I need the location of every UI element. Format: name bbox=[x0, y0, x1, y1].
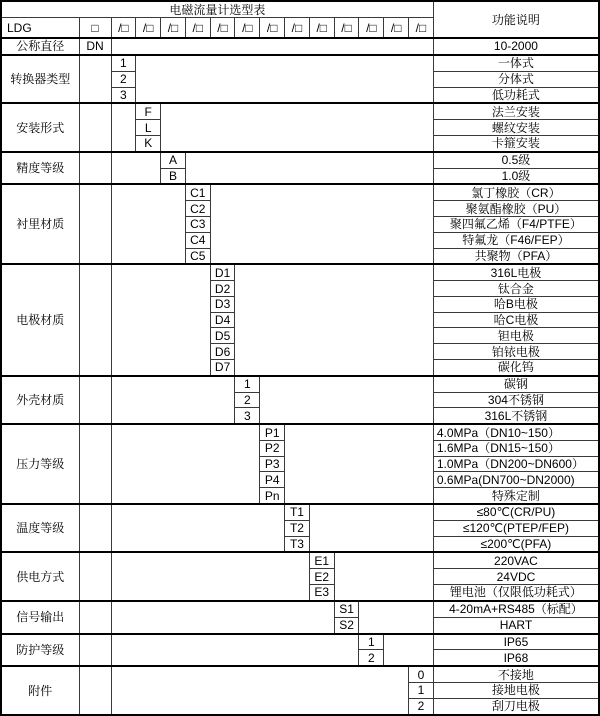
option-desc: IP68 bbox=[433, 650, 599, 666]
table-row bbox=[1, 376, 599, 392]
group-left-span bbox=[111, 552, 309, 600]
group-label: 压力等级 bbox=[1, 424, 79, 504]
option-desc: 法兰安装 bbox=[433, 103, 599, 119]
group-right-span bbox=[285, 424, 434, 504]
option-desc: 哈B电极 bbox=[433, 296, 599, 312]
option-desc: 接地电极 bbox=[433, 683, 599, 699]
group-left-span bbox=[111, 666, 409, 715]
option-code: D3 bbox=[210, 296, 235, 312]
option-desc: ≤200℃(PFA) bbox=[433, 536, 599, 552]
option-desc: 聚氨酯橡胶（PU） bbox=[433, 201, 599, 217]
group-left-span bbox=[111, 152, 161, 185]
option-desc: 分体式 bbox=[433, 71, 599, 87]
option-desc: 4-20mA+RS485（标配） bbox=[433, 601, 599, 617]
option-desc: 0.6MPa(DN700~DN2000) bbox=[433, 472, 599, 488]
option-code: K bbox=[136, 135, 161, 151]
group-left-span bbox=[111, 424, 260, 504]
option-desc: 特殊定制 bbox=[433, 488, 599, 504]
option-code: C5 bbox=[185, 248, 210, 264]
model-prefix: LDG bbox=[1, 18, 79, 39]
option-desc: 316L不锈钢 bbox=[433, 408, 599, 424]
group-dn-span bbox=[79, 376, 111, 424]
dn-empty-span bbox=[111, 38, 433, 55]
model-slot-box: /□ bbox=[285, 18, 310, 39]
option-desc: 铂铱电极 bbox=[433, 344, 599, 360]
option-code: T3 bbox=[285, 536, 310, 552]
option-desc: 304不锈钢 bbox=[433, 392, 599, 408]
option-desc: 一体式 bbox=[433, 55, 599, 71]
group-left-span bbox=[111, 103, 136, 151]
option-desc: 0.5级 bbox=[433, 152, 599, 168]
dn-row bbox=[1, 38, 599, 55]
option-code: E2 bbox=[309, 569, 334, 585]
group-right-span bbox=[384, 634, 434, 667]
option-desc: 氯丁橡胶（CR） bbox=[433, 184, 599, 200]
group-right-span bbox=[309, 504, 433, 552]
group-right-span bbox=[334, 552, 433, 600]
option-desc: 220VAC bbox=[433, 552, 599, 568]
option-desc: HART bbox=[433, 617, 599, 633]
option-code: C3 bbox=[185, 217, 210, 233]
option-desc: 锂电池（仅限低功耗式） bbox=[433, 585, 599, 601]
group-label: 外壳材质 bbox=[1, 376, 79, 424]
model-slot-box: /□ bbox=[359, 18, 384, 39]
option-desc: IP65 bbox=[433, 634, 599, 650]
group-label: 精度等级 bbox=[1, 152, 79, 185]
option-desc: 碳钢 bbox=[433, 376, 599, 392]
option-code: 1 bbox=[409, 683, 434, 699]
table-row bbox=[1, 666, 599, 682]
table-row bbox=[1, 504, 599, 520]
group-label: 温度等级 bbox=[1, 504, 79, 552]
option-desc: 316L电极 bbox=[433, 264, 599, 280]
option-code: C2 bbox=[185, 201, 210, 217]
option-desc: 1.6MPa（DN15~150） bbox=[433, 441, 599, 457]
option-code: 2 bbox=[359, 650, 384, 666]
option-desc: ≤80℃(CR/PU) bbox=[433, 504, 599, 520]
option-code: D4 bbox=[210, 312, 235, 328]
table-row bbox=[1, 601, 599, 617]
option-desc: 不接地 bbox=[433, 666, 599, 682]
model-slot-box: /□ bbox=[185, 18, 210, 39]
option-code: 2 bbox=[111, 71, 136, 87]
group-label: 信号输出 bbox=[1, 601, 79, 634]
dn-value: 10-2000 bbox=[433, 38, 599, 55]
table-body bbox=[1, 1, 599, 715]
group-label: 转换器类型 bbox=[1, 55, 79, 103]
option-desc: 钛合金 bbox=[433, 281, 599, 297]
model-slot-box: /□ bbox=[111, 18, 136, 39]
model-slot-box: /□ bbox=[260, 18, 285, 39]
model-slot-box: /□ bbox=[334, 18, 359, 39]
option-code: S1 bbox=[334, 601, 359, 617]
option-code: D5 bbox=[210, 328, 235, 344]
option-desc: ≤120℃(PTEP/FEP) bbox=[433, 520, 599, 536]
option-code: P2 bbox=[260, 441, 285, 457]
option-code: 0 bbox=[409, 666, 434, 682]
table-row bbox=[1, 424, 599, 440]
option-desc: 1.0MPa（DN200~DN600） bbox=[433, 456, 599, 472]
group-dn-span bbox=[79, 666, 111, 715]
option-code: Pn bbox=[260, 488, 285, 504]
group-left-span bbox=[111, 376, 235, 424]
group-right-span bbox=[260, 376, 434, 424]
group-label: 电极材质 bbox=[1, 264, 79, 375]
option-code: E1 bbox=[309, 552, 334, 568]
option-code: 2 bbox=[235, 392, 260, 408]
option-code: A bbox=[161, 152, 186, 168]
group-label: 供电方式 bbox=[1, 552, 79, 600]
table-row bbox=[1, 184, 599, 200]
option-code: E3 bbox=[309, 585, 334, 601]
group-dn-span bbox=[79, 103, 111, 151]
group-right-span bbox=[161, 103, 434, 151]
option-code: P3 bbox=[260, 456, 285, 472]
option-desc: 刮刀电极 bbox=[433, 698, 599, 715]
option-desc: 聚四氟乙烯（F4/PTFE） bbox=[433, 217, 599, 233]
option-desc: 共聚物（PFA） bbox=[433, 248, 599, 264]
dn-code: DN bbox=[79, 38, 111, 55]
option-code: T1 bbox=[285, 504, 310, 520]
group-label: 衬里材质 bbox=[1, 184, 79, 264]
table-row bbox=[1, 55, 599, 71]
option-code: T2 bbox=[285, 520, 310, 536]
function-column-header: 功能说明 bbox=[433, 1, 599, 38]
group-dn-span bbox=[79, 55, 111, 103]
model-slot-box: /□ bbox=[409, 18, 434, 39]
option-desc: 特氟龙（F46/FEP） bbox=[433, 232, 599, 248]
group-right-span bbox=[136, 55, 434, 103]
group-left-span bbox=[111, 504, 285, 552]
option-code: D2 bbox=[210, 281, 235, 297]
title-row bbox=[1, 1, 599, 18]
option-code: 1 bbox=[111, 55, 136, 71]
dn-label: 公称直径 bbox=[1, 38, 79, 55]
group-right-span bbox=[210, 184, 433, 264]
option-code: C4 bbox=[185, 232, 210, 248]
option-desc: 螺纹安装 bbox=[433, 120, 599, 136]
option-code: D6 bbox=[210, 344, 235, 360]
option-code: D7 bbox=[210, 359, 235, 375]
group-dn-span bbox=[79, 264, 111, 375]
option-desc: 4.0MPa（DN10~150） bbox=[433, 424, 599, 440]
option-code: 3 bbox=[235, 408, 260, 424]
option-desc: 低功耗式 bbox=[433, 87, 599, 103]
group-dn-span bbox=[79, 504, 111, 552]
group-dn-span bbox=[79, 634, 111, 667]
option-desc: 卡箍安装 bbox=[433, 135, 599, 151]
model-slot-box: /□ bbox=[161, 18, 186, 39]
group-dn-span bbox=[79, 152, 111, 185]
option-code: F bbox=[136, 103, 161, 119]
option-code: B bbox=[161, 168, 186, 184]
group-dn-span bbox=[79, 184, 111, 264]
table-row bbox=[1, 103, 599, 119]
table-row bbox=[1, 264, 599, 280]
option-desc: 碳化钨 bbox=[433, 359, 599, 375]
group-label: 防护等级 bbox=[1, 634, 79, 667]
option-code: S2 bbox=[334, 617, 359, 633]
option-code: P4 bbox=[260, 472, 285, 488]
group-right-span bbox=[235, 264, 433, 375]
table-row bbox=[1, 634, 599, 650]
option-desc: 哈C电极 bbox=[433, 312, 599, 328]
table-row bbox=[1, 552, 599, 568]
option-code: 2 bbox=[409, 698, 434, 715]
option-code: D1 bbox=[210, 264, 235, 280]
option-code: 1 bbox=[359, 634, 384, 650]
group-left-span bbox=[111, 601, 334, 634]
dn-box-cell: □ bbox=[79, 18, 111, 39]
group-dn-span bbox=[79, 552, 111, 600]
option-code: 3 bbox=[111, 87, 136, 103]
model-slot-box: /□ bbox=[384, 18, 409, 39]
option-desc: 钽电极 bbox=[433, 328, 599, 344]
model-slot-box: /□ bbox=[309, 18, 334, 39]
option-code: C1 bbox=[185, 184, 210, 200]
group-right-span bbox=[359, 601, 433, 634]
option-desc: 1.0级 bbox=[433, 168, 599, 184]
model-slot-box: /□ bbox=[136, 18, 161, 39]
group-label: 安装形式 bbox=[1, 103, 79, 151]
option-desc: 24VDC bbox=[433, 569, 599, 585]
model-slot-box: /□ bbox=[235, 18, 260, 39]
option-code: P1 bbox=[260, 424, 285, 440]
option-code: L bbox=[136, 120, 161, 136]
group-left-span bbox=[111, 184, 185, 264]
group-right-span bbox=[185, 152, 433, 185]
option-code: 1 bbox=[235, 376, 260, 392]
group-dn-span bbox=[79, 424, 111, 504]
group-label: 附件 bbox=[1, 666, 79, 715]
group-left-span bbox=[111, 264, 210, 375]
table-title: 电磁流量计选型表 bbox=[1, 1, 433, 18]
table-row bbox=[1, 152, 599, 168]
model-slot-box: /□ bbox=[210, 18, 235, 39]
group-left-span bbox=[111, 634, 359, 667]
group-dn-span bbox=[79, 601, 111, 634]
